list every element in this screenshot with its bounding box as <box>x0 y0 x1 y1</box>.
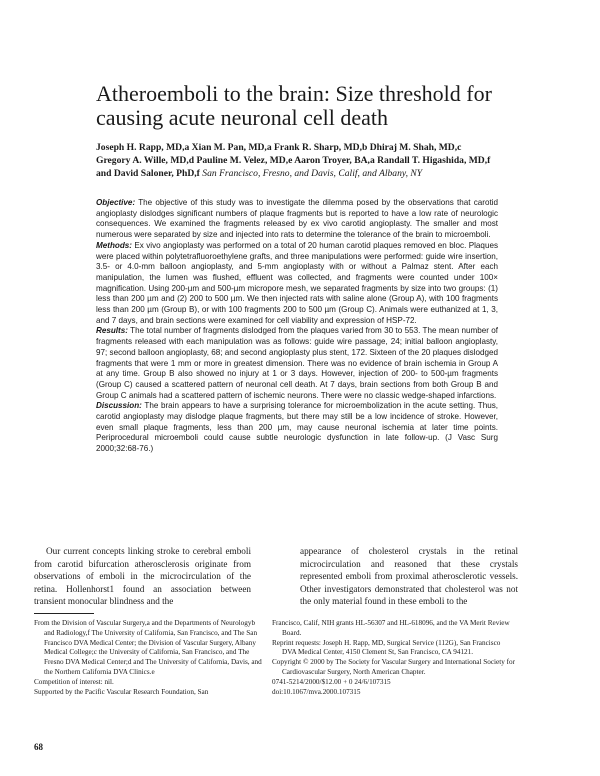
body-column-left <box>34 545 251 608</box>
results-label: Results: <box>96 326 128 336</box>
affiliations-note: From the Division of Vascular Surgery,a and the Departments of Neurologyb and Radiology,f The University of California, San Francisco, and The San Francisco DVA Medical Center; the Division of Vascular Surgery, Albany Medical College;c the University of California, San Francisco, and The Fresno DVA Medical Center;d and The University of California, Davis, and the Northern California DVA Clinics.e <box>34 619 262 676</box>
discussion-label: Discussion: <box>96 401 142 411</box>
abstract-results <box>96 326 498 401</box>
abstract <box>96 198 498 455</box>
body-paragraph: Our current concepts linking stroke to cerebral emboli from carotid bifurcation atherosclerosis originate from observations of emboli in the microcirculation of the retina. Hollenhorst1 found an association between transient monocular blindness and the <box>34 546 251 607</box>
support-note-continued: Francisco, Calif, NIH grants HL-56307 and HL-618096, and the VA Merit Review Board. <box>272 619 510 637</box>
copyright-note: Copyright © 2000 by The Society for Vascular Surgery and International Society for Cardiovascular Surgery, North American Chapter. <box>272 658 515 676</box>
reprint-note: Reprint requests: Joseph H. Rapp, MD, Surgical Service (112G), San Francisco DVA Medical Center, 4150 Clement St, San Francisco, CA 94121. <box>272 638 501 657</box>
competition-note: Competition of interest: nil. <box>34 677 114 686</box>
discussion-text: The brain appears to have a surprising tolerance for microembolization in the acute setting. Thus, carotid angioplasty may dislodge plaque fragments, but there may still be a low incidence of stroke. However, even small plaque fragments, less than 200 µm, may cause neuronal ischemia at later time points. Periprocedural microemboli could cause subtle neurologic dysfunction in late follow-up. (J Vasc Surg 2000;32:68-76.) <box>96 401 498 454</box>
body-column-right <box>300 545 518 608</box>
abstract-methods <box>96 241 498 327</box>
methods-label: Methods: <box>96 240 132 250</box>
author-names: Joseph H. Rapp, MD,a Xian M. Pan, MD,a Frank R. Sharp, MD,b Dhiraj M. Shah, MD,c Gregory A. Wille, MD,d Pauline M. Velez, MD,e Aaron Troyer, BA,a Randall T. Higashida, MD,f and David Saloner, PhD,f <box>96 142 491 179</box>
page-number: 68 <box>34 742 43 752</box>
abstract-objective <box>96 198 498 241</box>
footnotes-right <box>272 619 516 697</box>
author-list <box>96 141 496 180</box>
footnotes-left <box>34 619 262 697</box>
footnote-divider <box>34 613 94 614</box>
issn-codes: 0741-5214/2000/$12.00 + 0 24/6/107315 <box>272 677 391 686</box>
abstract-discussion <box>96 401 498 455</box>
support-note: Supported by the Pacific Vascular Research Foundation, San <box>34 687 209 696</box>
article-title: Atheroemboli to the brain: Size threshold for causing acute neuronal cell death <box>96 81 492 130</box>
methods-text: Ex vivo angioplasty was performed on a total of 20 human carotid plaques removed en bloc. Plaques were placed within polytetrafluoroethylene grafts, and three manipulations were performed: guide wire insertion, 3.5- or 4.0-mm balloon angioplasty, and 5-mm angioplasty with or without a Palmaz stent. After each manipulation, the lumen was flushed, effluent was collected, and fragments were counted under 100× magnification. Using 200-µm and 500-µm micropore mesh, we separated fragments by size into two groups: (1) less than 200 µm and (2) 200 to 500 µm. We then injected rats with saline alone (Group A), with 100 fragments less than 200 µm (Group B), or with 100 fragments 200 to 500 µm (Group C). Animals were euthanized at 1, 3, and 7 days, and brain sections were examined for cell viability and expression of HSP-72. <box>96 240 498 325</box>
results-text: The total number of fragments dislodged from the plaques varied from 30 to 553. The mean number of fragments released with each manipulation was as follows: guide wire passage, 24; initial balloon angioplasty, 97; second balloon angioplasty, 68; and second angioplasty plus stent, 172. Sixteen of the 20 plaques dislodged fragments that were 1 mm or more in greatest dimension. There was no evidence of brain ischemia in Group A at any time. Group B also showed no injury at 1 or 3 days. However, injection of 200- to 500-µm fragments (Group C) caused a scattered pattern of neuronal cell death. At 7 days, brain sections from both Group B and Group C animals had a scattered pattern of ischemic neurons. There were no classic wedge-shaped infarctions. <box>96 326 498 400</box>
objective-label: Objective: <box>96 198 136 207</box>
doi: doi:10.1067/mva.2000.107315 <box>272 687 361 696</box>
author-locations: San Francisco, Fresno, and Davis, Calif, and Albany, NY <box>202 168 423 179</box>
objective-text: The objective of this study was to investigate the dilemma posed by the observations that carotid angioplasty dislodges significant numbers of plaque fragments but is reported to have a low rate of neurologic consequences. We examined the fragments released by ex vivo carotid angioplasty. The smaller and most numerous were separated by size and injected into rats to determine the tolerance of the brain to microemboli. <box>96 198 498 240</box>
body-paragraph: appearance of cholesterol crystals in the retinal microcirculation and reasoned that these crystals represented emboli from proximal atherosclerotic vessels. Other investigators demonstrated that cholesterol was not the only material found in these emboli to the <box>300 546 518 607</box>
